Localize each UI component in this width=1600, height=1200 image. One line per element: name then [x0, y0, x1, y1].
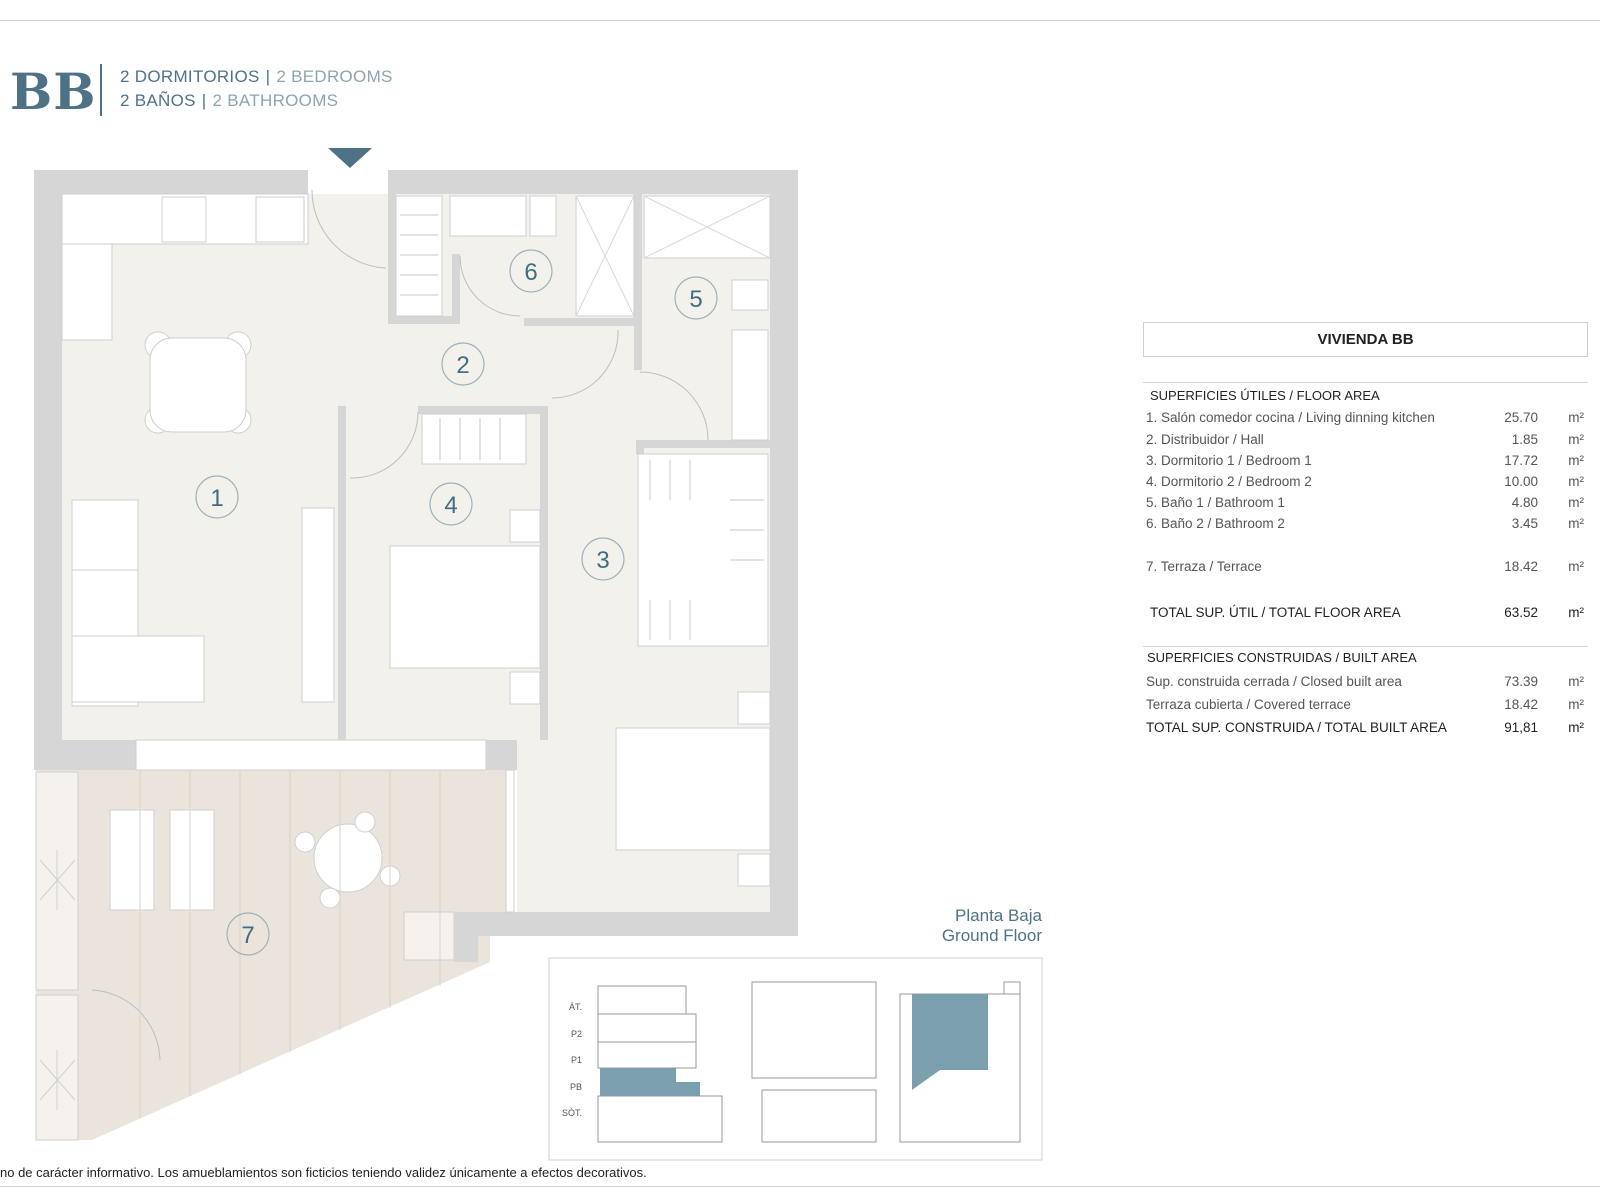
row-label: 5. Baño 1 / Bathroom 1: [1146, 495, 1285, 510]
row-label: Terraza cubierta / Covered terrace: [1146, 697, 1351, 712]
row-label: TOTAL SUP. ÚTIL / TOTAL FLOOR AREA: [1150, 605, 1401, 620]
built-heading-rule: [1143, 646, 1588, 647]
dining-table: [145, 332, 251, 433]
table-row: [1146, 559, 1586, 577]
room-number-7: 7: [241, 922, 255, 949]
row-label: TOTAL SUP. CONSTRUIDA / TOTAL BUILT AREA: [1146, 720, 1447, 735]
row-label: 7. Terraza / Terrace: [1146, 559, 1262, 574]
row-unit: m²: [1568, 559, 1584, 574]
level-at: ÁT.: [568, 1002, 582, 1012]
row-value: 73.39: [1504, 674, 1538, 689]
row-label: 2. Distribuidor / Hall: [1146, 432, 1264, 447]
table-row: [1146, 495, 1586, 513]
built-heading: SUPERFICIES CONSTRUIDAS / BUILT AREA: [1147, 650, 1417, 665]
row-unit: m²: [1568, 432, 1584, 447]
row-value: 17.72: [1504, 453, 1538, 468]
useful-heading: SUPERFICIES ÚTILES / FLOOR AREA: [1150, 388, 1380, 403]
row-unit: m²: [1568, 495, 1584, 510]
table-row: [1146, 674, 1586, 692]
useful-heading-rule: [1143, 382, 1588, 383]
bathrooms-line: 2 BAÑOS | 2 BATHROOMS: [120, 91, 339, 110]
row-value: 25.70: [1504, 410, 1538, 425]
room-number-4: 4: [444, 492, 458, 519]
entrance-arrow-icon: [328, 148, 372, 168]
row-label: 4. Dormitorio 2 / Bedroom 2: [1146, 474, 1312, 489]
table-row: [1146, 516, 1586, 534]
level-pb: PB: [569, 1082, 582, 1092]
bedrooms-en: 2 BEDROOMS: [276, 67, 393, 86]
level-p2: P2: [570, 1029, 582, 1039]
built-total-row: [1146, 720, 1586, 738]
room-number-2: 2: [456, 352, 470, 379]
floor-label-en: Ground Floor: [941, 926, 1042, 945]
bathrooms-es: 2 BAÑOS: [120, 91, 196, 110]
bedrooms-line: 2 DORMITORIOS | 2 BEDROOMS: [120, 67, 393, 86]
tv-unit: [302, 508, 334, 702]
row-unit: m²: [1568, 605, 1584, 620]
table-row: [1146, 453, 1586, 471]
row-unit: m²: [1568, 674, 1584, 689]
row-value: 18.42: [1504, 559, 1538, 574]
useful-total-row: [1146, 605, 1586, 623]
bedrooms-es: 2 DORMITORIOS: [120, 67, 260, 86]
row-value: 4.80: [1511, 495, 1538, 510]
row-value: 1.85: [1511, 432, 1538, 447]
level-p1: P1: [570, 1055, 582, 1065]
bathrooms-en: 2 BATHROOMS: [212, 91, 339, 110]
row-value: 3.45: [1511, 516, 1538, 531]
row-unit: m²: [1568, 720, 1584, 735]
room-number-6: 6: [524, 259, 538, 286]
row-unit: m²: [1568, 453, 1584, 468]
row-label: 6. Baño 2 / Bathroom 2: [1146, 516, 1285, 531]
row-value: 10.00: [1504, 474, 1538, 489]
level-sot: SÓT.: [561, 1108, 582, 1118]
row-label: Sup. construida cerrada / Closed built area: [1146, 674, 1402, 689]
window-south: [136, 740, 486, 770]
room-number-3: 3: [596, 547, 610, 574]
table-title: VIVIENDA BB: [1143, 322, 1588, 357]
room-number-5: 5: [689, 286, 703, 313]
row-label: 1. Salón comedor cocina / Living dinning kitchen: [1146, 410, 1435, 425]
floor-label-es: Planta Baja: [955, 906, 1042, 925]
table-row: [1146, 697, 1586, 715]
row-value: 63.52: [1504, 605, 1538, 620]
bottom-rule: [0, 1186, 1600, 1187]
room-number-1: 1: [210, 485, 224, 512]
row-value: 91,81: [1504, 720, 1538, 735]
row-unit: m²: [1568, 410, 1584, 425]
planter-corner: [404, 912, 454, 960]
window-east: [506, 770, 514, 912]
row-label: 3. Dormitorio 1 / Bedroom 1: [1146, 453, 1312, 468]
row-unit: m²: [1568, 516, 1584, 531]
row-value: 18.42: [1504, 697, 1538, 712]
unit-code: BB: [10, 62, 97, 121]
row-unit: m²: [1568, 474, 1584, 489]
disclaimer: no de carácter informativo. Los amueblamientos son ficticios teniendo validez únicamente a efectos decorativos.: [0, 1165, 647, 1180]
table-row: [1146, 432, 1586, 450]
table-row: [1146, 410, 1586, 428]
table-row: [1146, 474, 1586, 492]
row-unit: m²: [1568, 697, 1584, 712]
